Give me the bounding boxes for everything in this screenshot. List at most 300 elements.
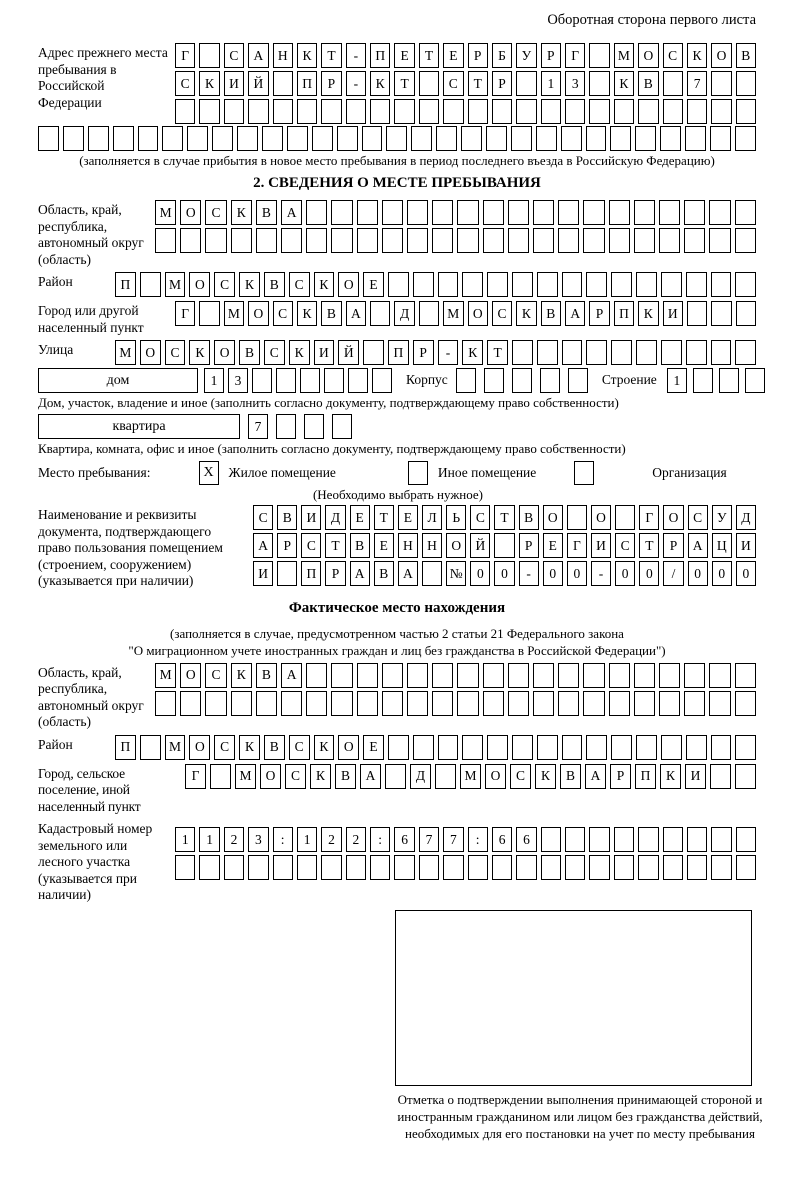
char-cell[interactable] <box>224 855 244 880</box>
char-cell[interactable]: 1 <box>175 827 195 852</box>
char-cell[interactable] <box>138 126 159 151</box>
char-cell[interactable] <box>687 301 707 326</box>
char-cell[interactable]: П <box>388 340 409 365</box>
char-cell[interactable] <box>331 691 352 716</box>
char-cell[interactable]: А <box>360 764 381 789</box>
char-cell[interactable] <box>462 735 483 760</box>
char-cell[interactable]: № <box>446 561 466 586</box>
char-cell[interactable] <box>273 71 293 96</box>
char-cell[interactable]: У <box>712 505 732 530</box>
char-cell[interactable]: 0 <box>567 561 587 586</box>
char-cell[interactable]: А <box>281 663 302 688</box>
char-cell[interactable] <box>687 827 707 852</box>
char-cell[interactable]: Й <box>338 340 359 365</box>
char-cell[interactable]: П <box>301 561 321 586</box>
char-cell[interactable] <box>306 200 327 225</box>
char-cell[interactable]: К <box>239 735 260 760</box>
char-cell[interactable]: С <box>688 505 708 530</box>
char-cell[interactable] <box>589 827 609 852</box>
char-cell[interactable] <box>407 200 428 225</box>
char-cell[interactable]: В <box>519 505 539 530</box>
char-cell[interactable] <box>508 691 529 716</box>
char-cell[interactable] <box>483 200 504 225</box>
char-cell[interactable]: 6 <box>394 827 414 852</box>
char-cell[interactable]: С <box>214 272 235 297</box>
char-cell[interactable] <box>248 99 268 124</box>
char-cell[interactable] <box>638 827 658 852</box>
char-cell[interactable]: 0 <box>470 561 490 586</box>
char-cell[interactable]: О <box>248 301 268 326</box>
char-cell[interactable]: В <box>264 272 285 297</box>
char-cell[interactable]: М <box>614 43 634 68</box>
char-cell[interactable]: Т <box>325 533 345 558</box>
char-cell[interactable]: : <box>273 827 293 852</box>
char-cell[interactable] <box>711 71 731 96</box>
char-cell[interactable]: М <box>155 663 176 688</box>
char-cell[interactable]: О <box>663 505 683 530</box>
char-cell[interactable]: С <box>205 200 226 225</box>
char-cell[interactable] <box>432 228 453 253</box>
char-cell[interactable] <box>113 126 134 151</box>
char-cell[interactable]: К <box>314 735 335 760</box>
char-cell[interactable]: В <box>264 735 285 760</box>
char-cell[interactable]: / <box>663 561 683 586</box>
char-cell[interactable] <box>711 340 732 365</box>
char-cell[interactable] <box>611 272 632 297</box>
char-cell[interactable] <box>205 691 226 716</box>
char-cell[interactable] <box>199 301 219 326</box>
char-cell[interactable] <box>541 827 561 852</box>
char-cell[interactable] <box>533 691 554 716</box>
char-cell[interactable]: К <box>535 764 556 789</box>
char-cell[interactable]: Е <box>363 272 384 297</box>
char-cell[interactable] <box>512 272 533 297</box>
char-cell[interactable] <box>709 663 730 688</box>
char-cell[interactable] <box>636 735 657 760</box>
char-cell[interactable]: К <box>370 71 390 96</box>
char-cell[interactable]: 0 <box>494 561 514 586</box>
char-cell[interactable] <box>709 200 730 225</box>
char-cell[interactable] <box>432 691 453 716</box>
char-cell[interactable] <box>419 71 439 96</box>
char-cell[interactable] <box>663 827 683 852</box>
char-cell[interactable]: 7 <box>687 71 707 96</box>
char-cell[interactable] <box>385 764 406 789</box>
char-cell[interactable]: Р <box>492 71 512 96</box>
char-cell[interactable] <box>710 126 731 151</box>
char-cell[interactable]: 1 <box>541 71 561 96</box>
char-cell[interactable] <box>735 663 756 688</box>
residence-checkbox-organization[interactable] <box>574 461 594 485</box>
char-cell[interactable] <box>686 735 707 760</box>
char-cell[interactable]: И <box>736 533 756 558</box>
char-cell[interactable] <box>468 99 488 124</box>
char-cell[interactable]: К <box>614 71 634 96</box>
char-cell[interactable]: Е <box>398 505 418 530</box>
char-cell[interactable] <box>413 735 434 760</box>
char-cell[interactable]: В <box>256 663 277 688</box>
char-cell[interactable]: Е <box>443 43 463 68</box>
char-cell[interactable] <box>180 228 201 253</box>
char-cell[interactable]: К <box>189 340 210 365</box>
char-cell[interactable]: Т <box>487 340 508 365</box>
char-cell[interactable] <box>735 200 756 225</box>
char-cell[interactable] <box>735 691 756 716</box>
char-cell[interactable]: П <box>370 43 390 68</box>
char-cell[interactable]: И <box>301 505 321 530</box>
char-cell[interactable] <box>357 200 378 225</box>
char-cell[interactable] <box>686 340 707 365</box>
char-cell[interactable] <box>486 126 507 151</box>
char-cell[interactable] <box>484 368 504 393</box>
char-cell[interactable]: Т <box>321 43 341 68</box>
char-cell[interactable]: О <box>485 764 506 789</box>
char-cell[interactable]: С <box>301 533 321 558</box>
char-cell[interactable]: : <box>370 827 390 852</box>
char-cell[interactable] <box>709 691 730 716</box>
char-cell[interactable] <box>175 99 195 124</box>
char-cell[interactable]: 7 <box>248 414 268 439</box>
char-cell[interactable]: М <box>443 301 463 326</box>
char-cell[interactable] <box>456 368 476 393</box>
char-cell[interactable]: Г <box>565 43 585 68</box>
char-cell[interactable]: Д <box>394 301 414 326</box>
char-cell[interactable]: А <box>398 561 418 586</box>
char-cell[interactable]: С <box>663 43 683 68</box>
char-cell[interactable]: 2 <box>346 827 366 852</box>
char-cell[interactable]: Р <box>519 533 539 558</box>
char-cell[interactable] <box>348 368 368 393</box>
char-cell[interactable] <box>661 340 682 365</box>
char-cell[interactable] <box>589 855 609 880</box>
char-cell[interactable]: 2 <box>224 827 244 852</box>
char-cell[interactable] <box>306 228 327 253</box>
char-cell[interactable]: 0 <box>543 561 563 586</box>
char-cell[interactable]: И <box>314 340 335 365</box>
char-cell[interactable] <box>199 43 219 68</box>
char-cell[interactable]: А <box>253 533 273 558</box>
char-cell[interactable] <box>422 561 442 586</box>
char-cell[interactable] <box>199 855 219 880</box>
char-cell[interactable]: О <box>711 43 731 68</box>
char-cell[interactable] <box>634 228 655 253</box>
char-cell[interactable] <box>562 340 583 365</box>
char-cell[interactable]: К <box>199 71 219 96</box>
char-cell[interactable]: 3 <box>565 71 585 96</box>
char-cell[interactable] <box>709 228 730 253</box>
char-cell[interactable] <box>735 764 756 789</box>
char-cell[interactable] <box>304 414 324 439</box>
char-cell[interactable]: Е <box>350 505 370 530</box>
char-cell[interactable]: В <box>736 43 756 68</box>
char-cell[interactable] <box>63 126 84 151</box>
char-cell[interactable]: 0 <box>712 561 732 586</box>
char-cell[interactable] <box>461 126 482 151</box>
char-cell[interactable]: П <box>614 301 634 326</box>
char-cell[interactable] <box>684 200 705 225</box>
char-cell[interactable]: А <box>346 301 366 326</box>
char-cell[interactable] <box>413 272 434 297</box>
char-cell[interactable]: 1 <box>667 368 687 393</box>
char-cell[interactable]: С <box>224 43 244 68</box>
char-cell[interactable] <box>436 126 457 151</box>
char-cell[interactable] <box>687 99 707 124</box>
char-cell[interactable] <box>407 691 428 716</box>
char-cell[interactable] <box>537 272 558 297</box>
char-cell[interactable] <box>388 272 409 297</box>
char-cell[interactable]: К <box>297 43 317 68</box>
char-cell[interactable]: Т <box>419 43 439 68</box>
char-cell[interactable] <box>419 855 439 880</box>
char-cell[interactable] <box>684 691 705 716</box>
char-cell[interactable] <box>370 855 390 880</box>
char-cell[interactable] <box>331 200 352 225</box>
char-cell[interactable] <box>88 126 109 151</box>
char-cell[interactable] <box>321 99 341 124</box>
char-cell[interactable]: Е <box>363 735 384 760</box>
char-cell[interactable] <box>210 764 231 789</box>
char-cell[interactable] <box>432 663 453 688</box>
char-cell[interactable] <box>533 663 554 688</box>
char-cell[interactable]: 1 <box>204 368 224 393</box>
char-cell[interactable] <box>382 663 403 688</box>
char-cell[interactable]: Р <box>325 561 345 586</box>
char-cell[interactable]: 7 <box>443 827 463 852</box>
char-cell[interactable] <box>562 272 583 297</box>
char-cell[interactable] <box>155 228 176 253</box>
char-cell[interactable] <box>457 663 478 688</box>
char-cell[interactable] <box>636 272 657 297</box>
char-cell[interactable] <box>541 855 561 880</box>
char-cell[interactable] <box>735 228 756 253</box>
char-cell[interactable] <box>487 735 508 760</box>
char-cell[interactable]: 0 <box>688 561 708 586</box>
char-cell[interactable]: О <box>638 43 658 68</box>
char-cell[interactable]: Б <box>492 43 512 68</box>
char-cell[interactable] <box>589 71 609 96</box>
char-cell[interactable] <box>357 691 378 716</box>
char-cell[interactable] <box>435 764 456 789</box>
char-cell[interactable] <box>205 228 226 253</box>
char-cell[interactable]: Р <box>277 533 297 558</box>
char-cell[interactable] <box>561 126 582 151</box>
char-cell[interactable] <box>457 200 478 225</box>
char-cell[interactable]: 1 <box>199 827 219 852</box>
char-cell[interactable]: - <box>591 561 611 586</box>
char-cell[interactable] <box>711 272 732 297</box>
char-cell[interactable]: И <box>591 533 611 558</box>
char-cell[interactable] <box>483 691 504 716</box>
char-cell[interactable] <box>586 340 607 365</box>
char-cell[interactable] <box>609 663 630 688</box>
char-cell[interactable] <box>38 126 59 151</box>
char-cell[interactable] <box>710 764 731 789</box>
char-cell[interactable]: К <box>687 43 707 68</box>
char-cell[interactable] <box>432 200 453 225</box>
char-cell[interactable] <box>638 99 658 124</box>
char-cell[interactable]: К <box>638 301 658 326</box>
char-cell[interactable] <box>419 301 439 326</box>
char-cell[interactable] <box>256 691 277 716</box>
char-cell[interactable] <box>558 663 579 688</box>
char-cell[interactable]: И <box>224 71 244 96</box>
char-cell[interactable] <box>492 99 512 124</box>
char-cell[interactable] <box>711 99 731 124</box>
char-cell[interactable]: Р <box>321 71 341 96</box>
char-cell[interactable] <box>438 735 459 760</box>
char-cell[interactable] <box>611 735 632 760</box>
char-cell[interactable] <box>736 99 756 124</box>
char-cell[interactable] <box>636 340 657 365</box>
char-cell[interactable] <box>162 126 183 151</box>
char-cell[interactable] <box>438 272 459 297</box>
char-cell[interactable] <box>231 228 252 253</box>
char-cell[interactable]: О <box>591 505 611 530</box>
char-cell[interactable]: Г <box>639 505 659 530</box>
char-cell[interactable]: 3 <box>228 368 248 393</box>
char-cell[interactable]: М <box>460 764 481 789</box>
char-cell[interactable] <box>583 663 604 688</box>
char-cell[interactable]: И <box>253 561 273 586</box>
char-cell[interactable] <box>357 663 378 688</box>
char-cell[interactable]: К <box>231 663 252 688</box>
char-cell[interactable]: Р <box>610 764 631 789</box>
char-cell[interactable] <box>516 99 536 124</box>
char-cell[interactable] <box>382 228 403 253</box>
char-cell[interactable]: Г <box>567 533 587 558</box>
char-cell[interactable] <box>419 99 439 124</box>
char-cell[interactable]: 0 <box>639 561 659 586</box>
char-cell[interactable]: С <box>253 505 273 530</box>
char-cell[interactable] <box>276 414 296 439</box>
char-cell[interactable] <box>370 301 390 326</box>
char-cell[interactable] <box>443 99 463 124</box>
char-cell[interactable] <box>512 735 533 760</box>
char-cell[interactable]: О <box>180 663 201 688</box>
char-cell[interactable] <box>508 228 529 253</box>
char-cell[interactable] <box>583 200 604 225</box>
char-cell[interactable]: О <box>338 735 359 760</box>
char-cell[interactable] <box>533 200 554 225</box>
char-cell[interactable]: Т <box>639 533 659 558</box>
char-cell[interactable] <box>362 126 383 151</box>
char-cell[interactable] <box>248 855 268 880</box>
char-cell[interactable]: - <box>346 43 366 68</box>
char-cell[interactable]: Р <box>413 340 434 365</box>
char-cell[interactable] <box>634 200 655 225</box>
char-cell[interactable]: П <box>115 272 136 297</box>
char-cell[interactable] <box>638 855 658 880</box>
char-cell[interactable] <box>140 735 161 760</box>
char-cell[interactable] <box>512 368 532 393</box>
char-cell[interactable]: 0 <box>615 561 635 586</box>
char-cell[interactable]: Г <box>185 764 206 789</box>
char-cell[interactable]: В <box>321 301 341 326</box>
char-cell[interactable]: 6 <box>492 827 512 852</box>
char-cell[interactable]: П <box>297 71 317 96</box>
char-cell[interactable] <box>684 228 705 253</box>
char-cell[interactable] <box>363 340 384 365</box>
char-cell[interactable]: М <box>115 340 136 365</box>
char-cell[interactable] <box>346 99 366 124</box>
char-cell[interactable] <box>212 126 233 151</box>
char-cell[interactable]: Р <box>663 533 683 558</box>
char-cell[interactable]: В <box>350 533 370 558</box>
char-cell[interactable] <box>324 368 344 393</box>
char-cell[interactable] <box>693 368 713 393</box>
char-cell[interactable]: Н <box>422 533 442 558</box>
char-cell[interactable] <box>567 505 587 530</box>
char-cell[interactable]: Е <box>394 43 414 68</box>
char-cell[interactable]: К <box>660 764 681 789</box>
char-cell[interactable] <box>300 368 320 393</box>
char-cell[interactable] <box>609 200 630 225</box>
char-cell[interactable] <box>711 855 731 880</box>
char-cell[interactable]: С <box>510 764 531 789</box>
char-cell[interactable] <box>562 735 583 760</box>
char-cell[interactable] <box>565 827 585 852</box>
char-cell[interactable] <box>685 126 706 151</box>
char-cell[interactable]: Т <box>494 505 514 530</box>
char-cell[interactable] <box>614 827 634 852</box>
char-cell[interactable]: С <box>273 301 293 326</box>
char-cell[interactable] <box>719 368 739 393</box>
char-cell[interactable]: Т <box>394 71 414 96</box>
char-cell[interactable]: О <box>338 272 359 297</box>
char-cell[interactable] <box>483 228 504 253</box>
char-cell[interactable] <box>388 735 409 760</box>
char-cell[interactable] <box>175 855 195 880</box>
char-cell[interactable]: Р <box>589 301 609 326</box>
char-cell[interactable]: Н <box>398 533 418 558</box>
char-cell[interactable] <box>256 228 277 253</box>
char-cell[interactable] <box>589 99 609 124</box>
char-cell[interactable]: К <box>289 340 310 365</box>
char-cell[interactable] <box>306 691 327 716</box>
char-cell[interactable] <box>735 340 756 365</box>
char-cell[interactable] <box>273 855 293 880</box>
char-cell[interactable] <box>735 272 756 297</box>
char-cell[interactable] <box>568 368 588 393</box>
char-cell[interactable] <box>297 99 317 124</box>
char-cell[interactable] <box>199 99 219 124</box>
char-cell[interactable]: - <box>438 340 459 365</box>
char-cell[interactable] <box>386 126 407 151</box>
char-cell[interactable]: М <box>155 200 176 225</box>
char-cell[interactable]: В <box>277 505 297 530</box>
char-cell[interactable] <box>611 340 632 365</box>
char-cell[interactable] <box>382 691 403 716</box>
char-cell[interactable] <box>558 200 579 225</box>
char-cell[interactable] <box>508 200 529 225</box>
char-cell[interactable]: М <box>224 301 244 326</box>
char-cell[interactable]: О <box>140 340 161 365</box>
char-cell[interactable]: 0 <box>736 561 756 586</box>
char-cell[interactable] <box>609 228 630 253</box>
char-cell[interactable] <box>586 272 607 297</box>
char-cell[interactable] <box>321 855 341 880</box>
char-cell[interactable] <box>583 691 604 716</box>
char-cell[interactable]: В <box>638 71 658 96</box>
char-cell[interactable]: М <box>165 735 186 760</box>
char-cell[interactable]: 3 <box>248 827 268 852</box>
char-cell[interactable] <box>663 99 683 124</box>
char-cell[interactable] <box>659 663 680 688</box>
char-cell[interactable] <box>565 855 585 880</box>
char-cell[interactable]: О <box>260 764 281 789</box>
char-cell[interactable]: А <box>688 533 708 558</box>
char-cell[interactable] <box>735 735 756 760</box>
